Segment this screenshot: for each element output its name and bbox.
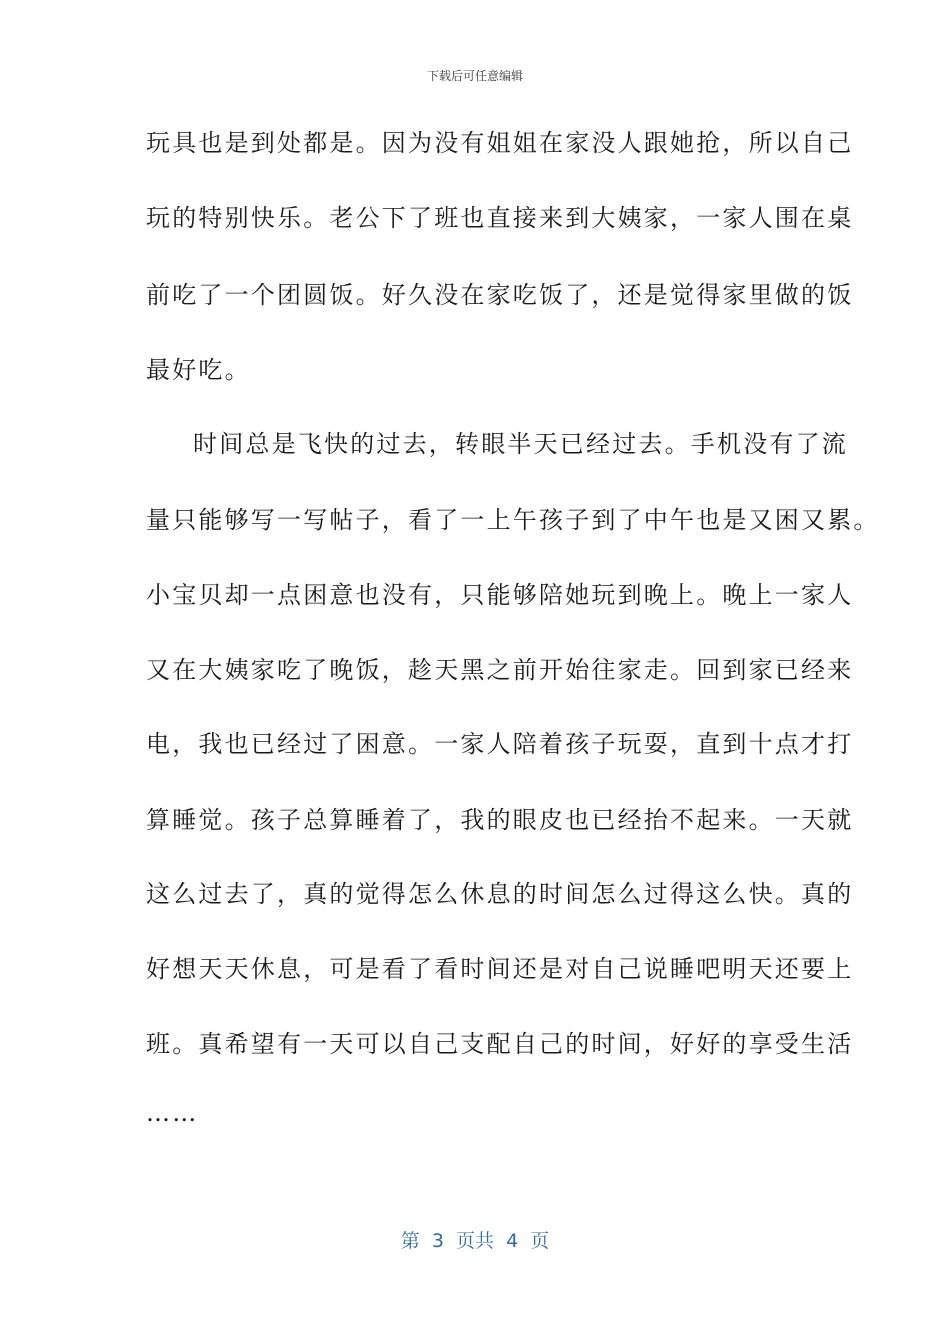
body-line: 最好吃。 bbox=[146, 356, 251, 384]
body-line: 算睡觉。孩子总算睡着了，我的眼皮也已经抬不起来。一天就 bbox=[146, 806, 854, 834]
body-line: 小宝贝却一点困意也没有，只能够陪她玩到晚上。晚上一家人 bbox=[146, 581, 854, 609]
body-line: 又在大姨家吃了晚饭，趁天黑之前开始往家走。回到家已经来 bbox=[146, 656, 854, 684]
body-line: 量只能够写一写帖子，看了一上午孩子到了中午也是又困又累。 bbox=[146, 506, 880, 534]
body-line: 这么过去了，真的觉得怎么休息的时间怎么过得这么快。真的 bbox=[146, 880, 854, 908]
body-line: 玩具也是到处都是。因为没有姐姐在家没人跟她抢，所以自己 bbox=[146, 129, 854, 157]
body-line: 前吃了一个团圆饭。好久没在家吃饭了，还是觉得家里做的饭 bbox=[146, 281, 854, 309]
body-line: 班。真希望有一天可以自己支配自己的时间，好好的享受生活 bbox=[146, 1030, 854, 1058]
body-line: …… bbox=[146, 1099, 199, 1127]
body-line: 电，我也已经过了困意。一家人陪着孩子玩耍，直到十点才打 bbox=[146, 730, 854, 758]
download-edit-note: 下载后可任意编辑 bbox=[426, 69, 523, 83]
body-line: 好想天天休息，可是看了看时间还是对自己说睡吧明天还要上 bbox=[146, 955, 854, 983]
body-line: 时间总是飞快的过去，转眼半天已经过去。手机没有了流 bbox=[193, 430, 848, 458]
page-number-footer: 第 3 页共 4 页 bbox=[400, 1230, 550, 1252]
body-line: 玩的特别快乐。老公下了班也直接来到大姨家，一家人围在桌 bbox=[146, 204, 854, 232]
